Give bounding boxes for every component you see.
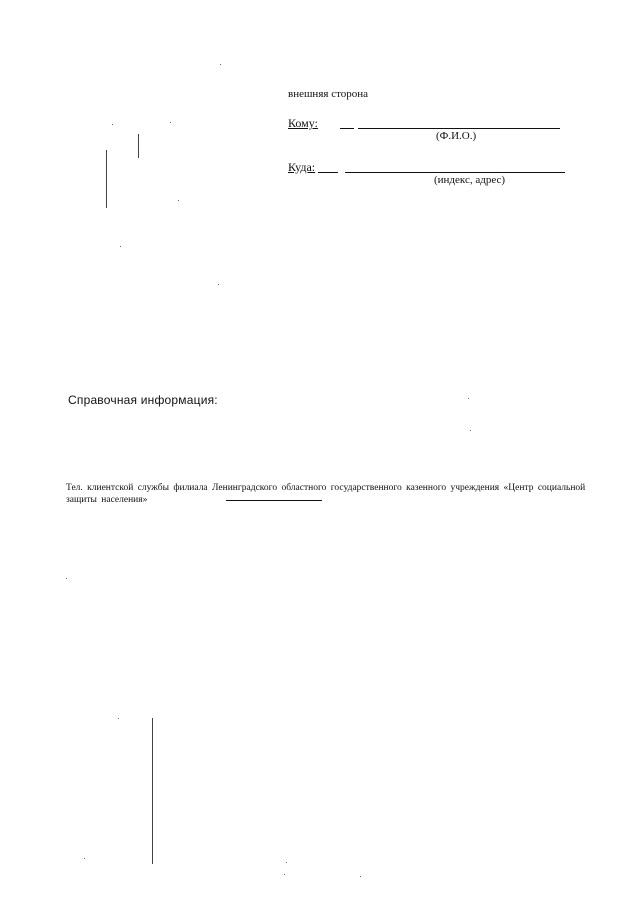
recipient-fill-line <box>358 128 560 129</box>
recipient-label: Кому: <box>288 116 318 130</box>
phone-fill-line <box>226 500 322 501</box>
recipient-hint: (Ф.И.О.) <box>436 130 477 142</box>
envelope-side-label: внешняя сторона <box>288 88 369 100</box>
scan-line-artifact <box>138 134 139 158</box>
recipient-fill-line-short <box>340 128 354 129</box>
scan-speck <box>66 578 67 579</box>
scan-line-artifact <box>152 718 153 864</box>
scan-speck <box>112 124 113 125</box>
reference-heading: Справочная информация: <box>68 393 218 407</box>
scan-speck <box>286 862 287 863</box>
address-fill-line <box>345 172 565 173</box>
scan-speck <box>360 876 361 877</box>
scan-speck <box>118 718 119 719</box>
scan-speck <box>120 246 121 247</box>
scan-line-artifact <box>106 150 107 208</box>
address-hint: (индекс, адрес) <box>434 174 506 186</box>
scan-speck <box>170 122 171 123</box>
address-label: Куда: <box>288 160 316 174</box>
scan-speck <box>84 858 85 859</box>
scan-speck <box>468 398 469 399</box>
scan-speck <box>470 430 471 431</box>
scan-speck <box>218 284 219 285</box>
scan-speck <box>178 200 179 201</box>
reference-phone-text: Тел. клиентской службы филиала Ленинградского областного государственного казенного учреждения «Центр социальной защиты населения» <box>66 483 586 505</box>
scan-speck <box>284 874 285 875</box>
scan-speck <box>220 64 221 65</box>
address-fill-line-short <box>318 172 338 173</box>
